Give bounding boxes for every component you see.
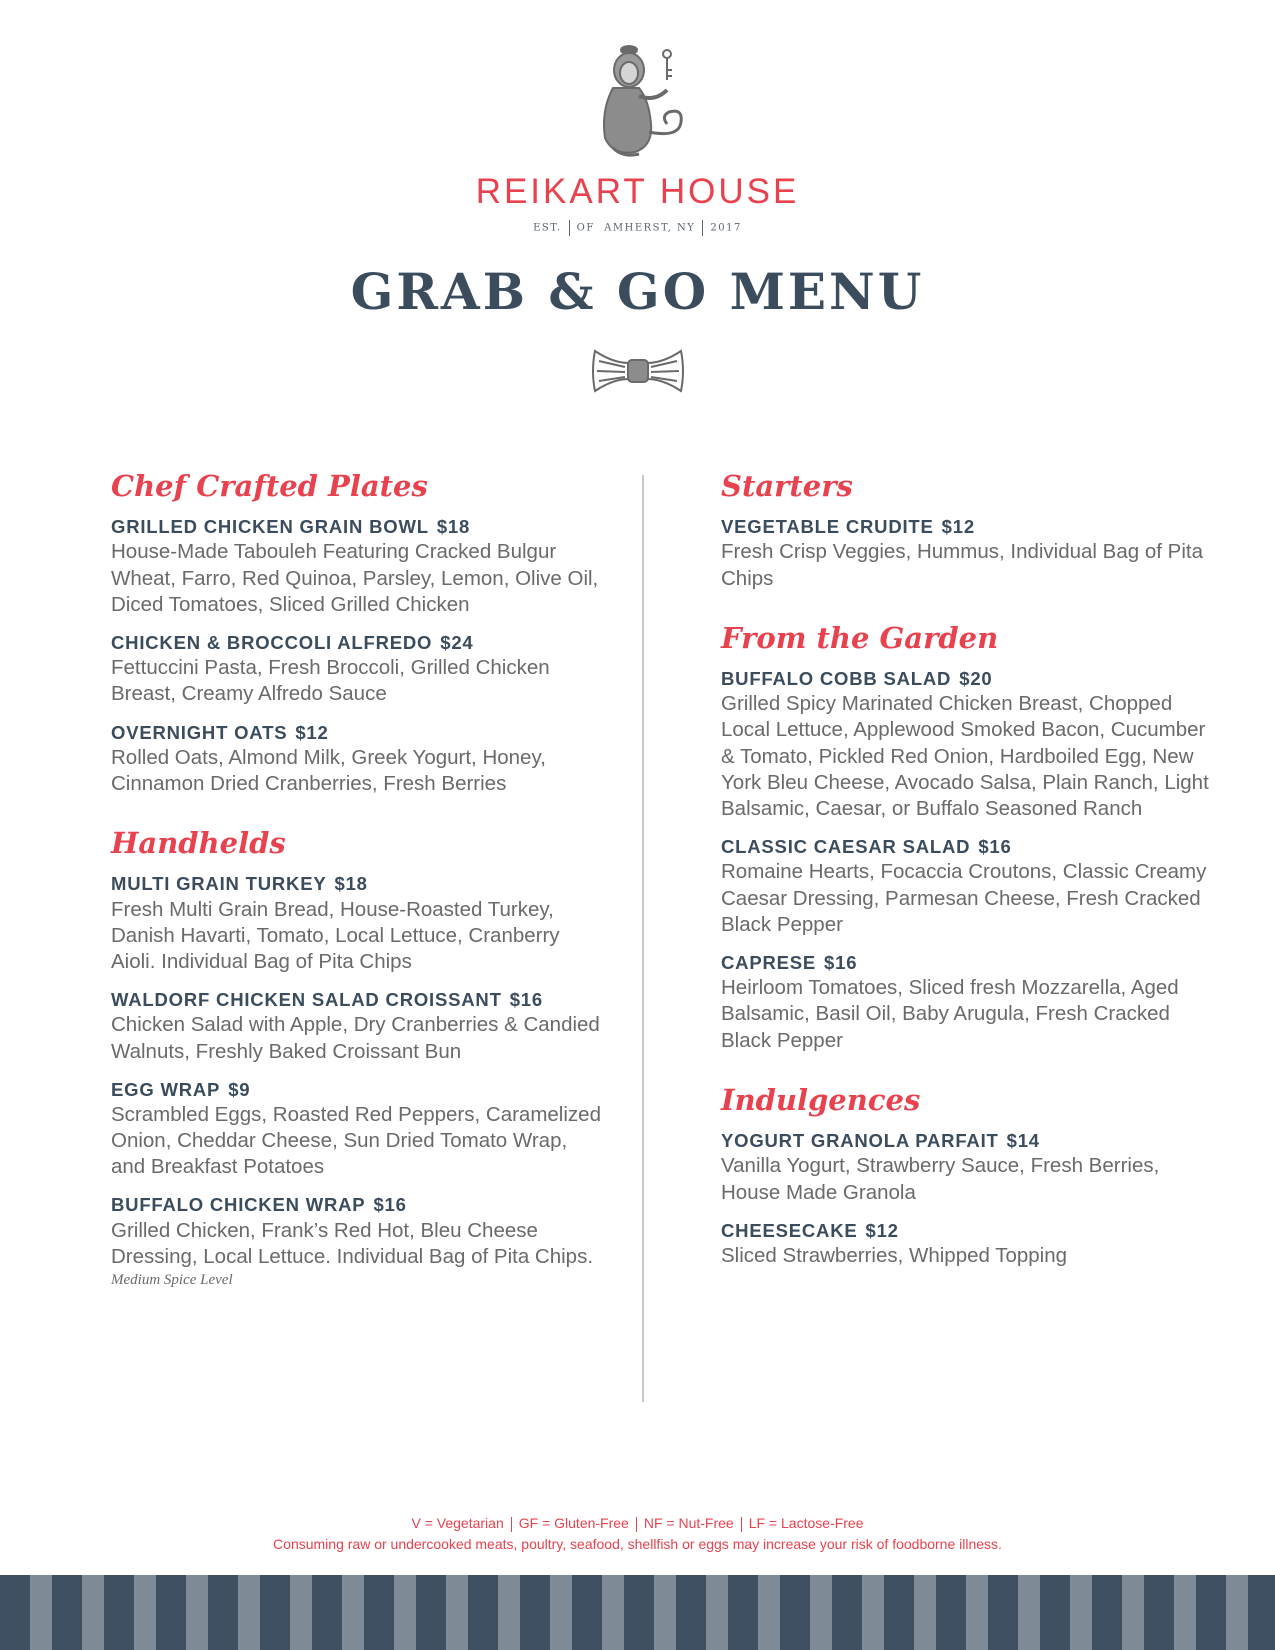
legend-vegetarian: V = Vegetarian (411, 1515, 504, 1531)
item-heading (721, 1219, 1211, 1243)
item-heading (721, 515, 1211, 539)
item-name: MULTI GRAIN TURKEY (111, 873, 327, 895)
item-description: House-Made Tabouleh Featuring Cracked Bulgur Wheat, Farro, Red Quinoa, Parsley, Lemon, Olive Oil, Diced Tomatoes, Sliced Grilled Chicken (111, 540, 599, 616)
item-name: YOGURT GRANOLA PARFAIT (721, 1130, 999, 1152)
item-description: Fresh Multi Grain Bread, House-Roasted Turkey, Danish Havarti, Tomato, Local Lettuce, Cranberry Aioli. Individual Bag of Pita Chips (111, 897, 560, 973)
item-price: $18 (436, 516, 471, 538)
left-column (111, 470, 601, 1319)
menu-section-handhelds (111, 827, 601, 1289)
menu-section-chef-crafted-plates (111, 470, 601, 797)
menu-item-waldorf-chicken-salad-croissant (111, 988, 601, 1065)
brand-name: REIKART HOUSE (475, 172, 800, 211)
right-column (721, 470, 1211, 1299)
item-price: $18 (334, 873, 368, 895)
header (0, 40, 1275, 236)
item-description: Grilled Spicy Marinated Chicken Breast, Chopped Local Lettuce, Applewood Smoked Bacon, Cucumber & Tomato, Pickled Red Onion, Hardboiled Egg, New York Bleu Cheese, Avocado Salsa, Plain Ranch, Light Balsamic, Caesar, or Buffalo Seasoned Ranch (721, 692, 1209, 821)
menu-item-egg-wrap (111, 1078, 601, 1181)
item-heading (111, 631, 601, 655)
menu-item-buffalo-chicken-wrap (111, 1193, 601, 1289)
tagline-of: OF (576, 222, 595, 234)
item-description: Heirloom Tomatoes, Sliced fresh Mozzarella, Aged Balsamic, Basil Oil, Baby Arugula, Fresh Cracked Black Pepper (721, 976, 1179, 1052)
column-divider (642, 475, 644, 1402)
item-name: WALDORF CHICKEN SALAD CROISSANT (111, 989, 502, 1011)
menu-item-vegetable-crudite (721, 515, 1211, 592)
section-title: From the Garden (721, 620, 999, 655)
menu-item-grilled-chicken-grain-bowl (111, 515, 601, 618)
item-name: BUFFALO COBB SALAD (721, 668, 952, 690)
section-title: Chef Crafted Plates (111, 469, 428, 503)
item-price: $14 (1006, 1130, 1040, 1152)
section-title: Handhelds (111, 826, 286, 861)
menu-item-caprese (721, 951, 1211, 1054)
item-price: $16 (824, 952, 858, 974)
menu-item-yogurt-granola-parfait (721, 1129, 1211, 1206)
bowtie-icon (591, 345, 685, 397)
legend-nut-free: NF = Nut-Free (643, 1515, 734, 1531)
section-title: Indulgences (721, 1082, 921, 1117)
item-price: $12 (295, 721, 329, 743)
menu-item-classic-caesar-salad (721, 835, 1211, 938)
item-heading (111, 721, 601, 745)
monkey-holding-key-icon (583, 40, 693, 160)
item-price: $12 (941, 516, 975, 538)
item-name: EGG WRAP (111, 1078, 221, 1100)
item-name: CHEESECAKE (721, 1219, 858, 1241)
striped-footer-band (0, 1575, 1275, 1650)
menu-section-starters (721, 470, 1211, 592)
food-safety-warning: Consuming raw or undercooked meats, poultry, seafood, shellfish or eggs may increase your risk of foodborne illness. (273, 1536, 1002, 1553)
item-description: Grilled Chicken, Frank’s Red Hot, Bleu Cheese Dressing, Local Lettuce. Individual Bag of Pita Chips. (111, 1218, 594, 1268)
item-heading (111, 988, 601, 1012)
brand-tagline (0, 220, 1275, 236)
item-heading (721, 951, 1211, 975)
item-price: $20 (959, 668, 993, 690)
menu-item-buffalo-cobb-salad (721, 667, 1211, 822)
item-name: OVERNIGHT OATS (111, 721, 288, 743)
item-price: $24 (440, 632, 474, 654)
item-heading (721, 667, 1211, 691)
dietary-legend (0, 1512, 1275, 1534)
item-name: CLASSIC CAESAR SALAD (721, 836, 971, 858)
menu-section-from-the-garden (721, 622, 1211, 1054)
item-description: Romaine Hearts, Focaccia Croutons, Classic Creamy Caesar Dressing, Parmesan Cheese, Fresh Cracked Black Pepper (721, 860, 1207, 936)
item-heading (721, 1129, 1211, 1153)
tagline-location: AMHERST, NY (604, 222, 696, 234)
legend-lactose-free: LF = Lactose-Free (748, 1515, 864, 1531)
section-title: Starters (721, 469, 853, 503)
item-heading (111, 1193, 601, 1217)
footer (0, 1512, 1275, 1555)
tagline-est: EST. (533, 222, 562, 234)
item-description: Fresh Crisp Veggies, Hummus, Individual Bag of Pita Chips (721, 540, 1203, 590)
menu-item-cheesecake (721, 1219, 1211, 1269)
item-description: Sliced Strawberries, Whipped Topping (721, 1243, 1068, 1267)
item-price: $16 (509, 989, 543, 1011)
item-price: $16 (978, 836, 1012, 858)
menu-section-indulgences (721, 1084, 1211, 1269)
item-description: Scrambled Eggs, Roasted Red Peppers, Caramelized Onion, Cheddar Cheese, Sun Dried Tomato Wrap, and Breakfast Potatoes (111, 1102, 601, 1179)
item-name: CAPRESE (721, 952, 817, 974)
item-description: Vanilla Yogurt, Strawberry Sauce, Fresh Berries, House Made Granola (721, 1154, 1160, 1204)
item-description: Rolled Oats, Almond Milk, Greek Yogurt, Honey, Cinnamon Dried Cranberries, Fresh Berries (111, 745, 546, 795)
item-description: Fettuccini Pasta, Fresh Broccoli, Grilled Chicken Breast, Creamy Alfredo Sauce (111, 656, 550, 706)
item-heading (721, 835, 1211, 859)
item-heading (111, 1078, 601, 1102)
item-name: GRILLED CHICKEN GRAIN BOWL (111, 516, 429, 538)
item-heading (111, 515, 601, 539)
item-price: $9 (228, 1078, 251, 1100)
item-name: VEGETABLE CRUDITE (721, 516, 934, 538)
item-price: $16 (373, 1194, 407, 1216)
menu-item-multi-grain-turkey (111, 872, 601, 975)
item-name: BUFFALO CHICKEN WRAP (111, 1194, 366, 1216)
item-note: Medium Spice Level (111, 1272, 233, 1288)
menu-item-chicken-broccoli-alfredo (111, 631, 601, 708)
legend-gluten-free: GF = Gluten-Free (518, 1515, 629, 1531)
tagline-year: 2017 (710, 222, 742, 234)
item-heading (111, 872, 601, 896)
item-description: Chicken Salad with Apple, Dry Cranberries & Candied Walnuts, Freshly Baked Croissant Bun (111, 1013, 600, 1063)
item-price: $12 (865, 1219, 899, 1241)
page-title: GRAB & GO MENU (350, 262, 925, 321)
item-name: CHICKEN & BROCCOLI ALFREDO (111, 632, 433, 654)
menu-item-overnight-oats (111, 721, 601, 798)
